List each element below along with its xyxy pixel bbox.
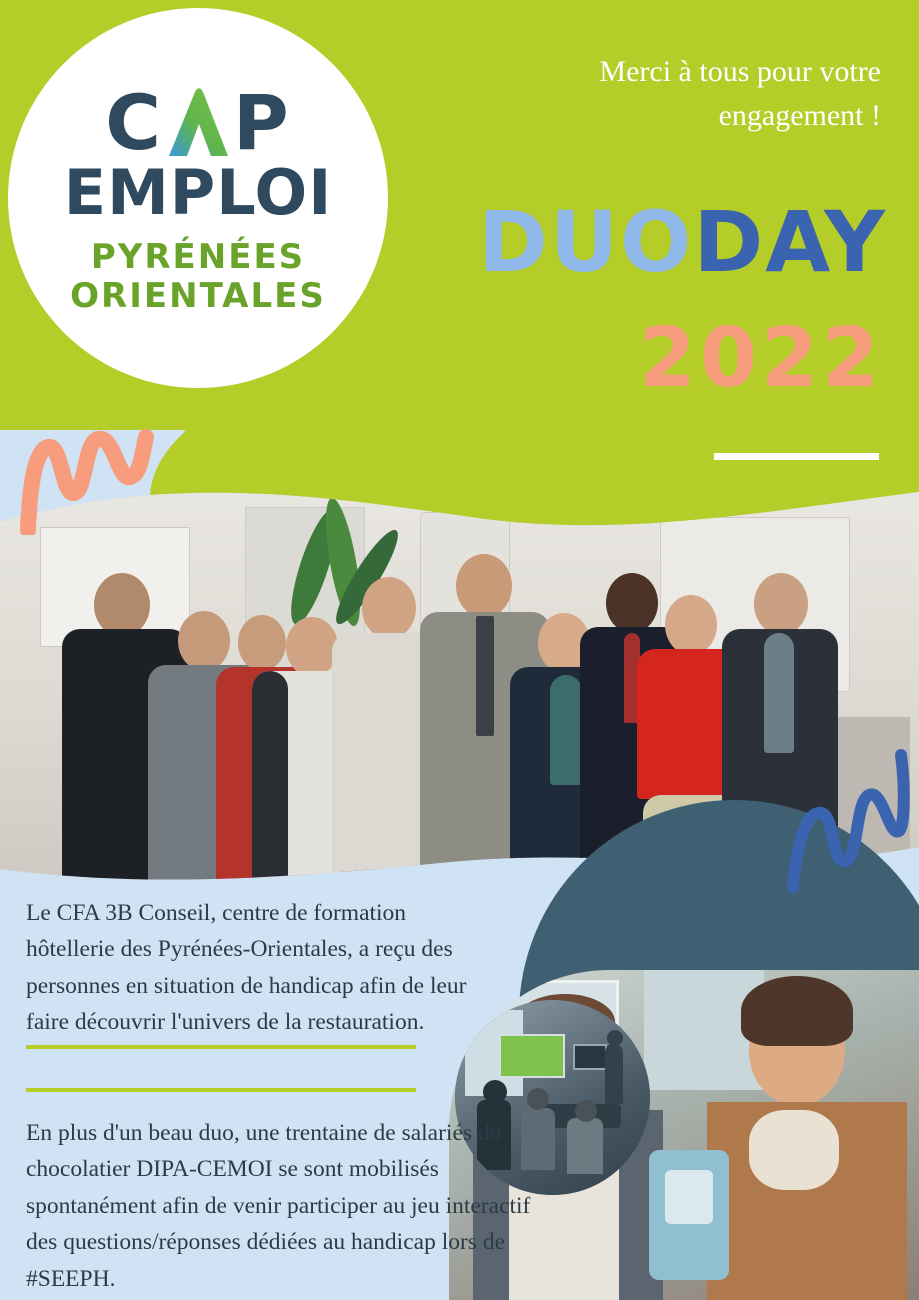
- logo-cap-word: [105, 77, 291, 167]
- logo-letter-c: C: [105, 77, 164, 167]
- divider-1: [26, 1045, 416, 1049]
- attendee-3-head: [575, 1100, 597, 1122]
- logo-arrow-svg: [163, 86, 233, 160]
- paragraph-1: Le CFA 3B Conseil, centre de formation hôtellerie des Pyrénées-Orientales, a reçu des personnes en situation de handicap afin de leur faire découvrir l'univers de la restauration.: [26, 900, 467, 1036]
- blue-squiggle-right-icon: [781, 745, 911, 900]
- attendee-3: [567, 1118, 603, 1174]
- person-right-hair: [741, 976, 853, 1046]
- white-divider-rule: [714, 453, 879, 460]
- duoday-title-duo: DUO: [478, 193, 694, 291]
- divider-2: [26, 1088, 416, 1092]
- presenter: [605, 1044, 623, 1104]
- duoday-title: [478, 193, 887, 291]
- presentation-screen: [499, 1034, 565, 1078]
- cap-emploi-logo: [8, 8, 388, 388]
- duoday-title-day: DAY: [693, 193, 887, 291]
- person-right-scarf: [749, 1110, 839, 1190]
- coral-squiggle-top-left-icon: [18, 425, 158, 540]
- attendee-2-head: [527, 1088, 549, 1110]
- paragraph-2: En plus d'un beau duo, une trentaine de salariés du chocolatier DIPA-CEMOI se sont mobilisés spontanément afin de venir participer au jeu interactif des questions/réponses dédiées au handicap lors de #SEEPH.: [26, 1120, 531, 1292]
- logo-region-line2: ORIENTALES: [70, 276, 326, 316]
- monitor: [573, 1044, 607, 1070]
- logo-emploi-word: EMPLOI: [63, 155, 333, 229]
- presenter-head: [607, 1030, 623, 1046]
- product-label: [665, 1170, 713, 1224]
- logo-letter-p: P: [233, 77, 291, 167]
- thanks-message: Merci à tous pour votre engagement !: [599, 55, 881, 132]
- logo-region: [70, 238, 326, 316]
- attendee-1-head: [483, 1080, 507, 1104]
- duoday-year: 2022: [638, 311, 883, 406]
- logo-letter-a-arrow-icon: [163, 86, 233, 160]
- logo-region-line1: PYRÉNÉES: [90, 236, 306, 277]
